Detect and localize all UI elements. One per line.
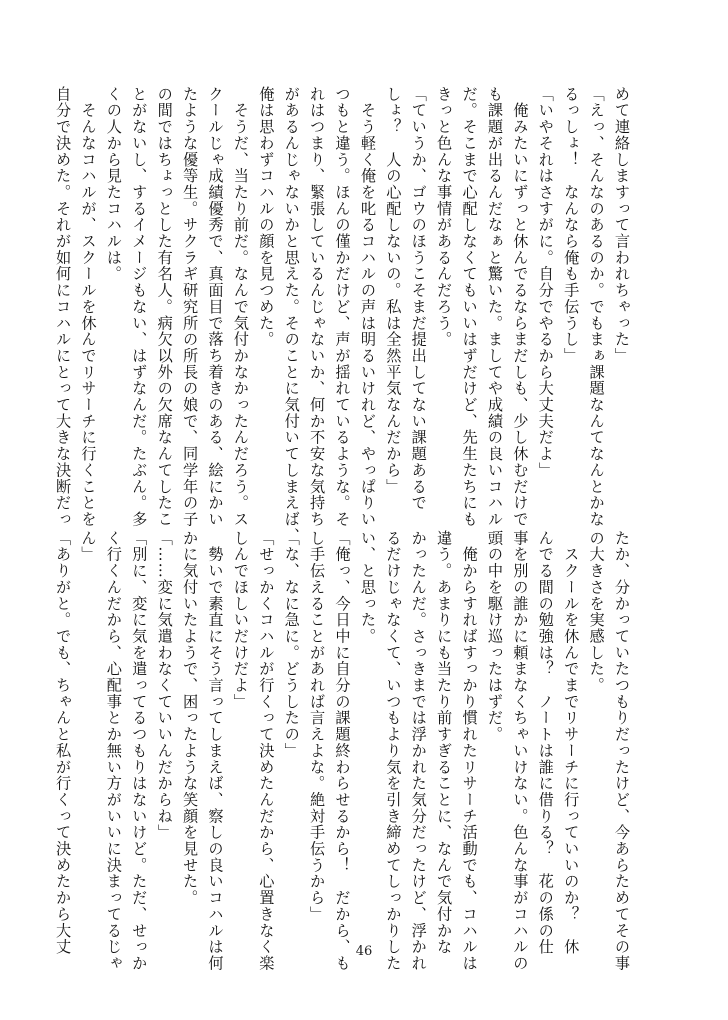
text-line: そう軽く俺を叱るコハルの声は明るいけれど、やっぱりい bbox=[358, 86, 377, 528]
text-line: くの人から見たコハルは。 bbox=[104, 86, 123, 283]
text-line: し手伝えることがあれば言えよな。絶対手伝うから」 bbox=[308, 530, 327, 923]
text-line: の間ではちょっとした有名人。病欠以外の欠席なんてしたこ bbox=[155, 86, 174, 528]
text-line: 「せっかくコハルが行くって決めたんだから、心置きなく楽 bbox=[257, 530, 276, 972]
text-line: るだけじゃなくて、いつもより気を引き締めてしっかりした bbox=[384, 530, 403, 972]
text-line: 違う。あまりにも当たり前すぎることに、なんで気付かな bbox=[435, 530, 454, 956]
text-line: 自分で決めた。それが如何にコハルにとって大きな決断だっ bbox=[54, 86, 73, 528]
text-line: 「俺っ、今日中に自分の課題終わらせるから！ だから、も bbox=[333, 530, 352, 972]
text-line: クールじゃ成績優秀で、真面目で落ち着きのある、絵にかい bbox=[206, 86, 225, 528]
text-line: しんでほしいだけだよ」 bbox=[231, 530, 250, 710]
text-line: かったんだ。さっきまでは浮かれた気分だったけど、浮かれ bbox=[409, 530, 428, 972]
text-line: そんなコハルが、スクールを休んでリサーチに行くことを bbox=[79, 86, 98, 528]
text-line: 俺は思わずコハルの顔を見つめた。 bbox=[257, 86, 276, 348]
text-line: んでる間の勉強は？ ノートは誰に借りる？ 花の係の仕 bbox=[536, 530, 555, 956]
text-line: があるんじゃないかと思えた。そのことに気付いてしまえば、 bbox=[282, 86, 301, 544]
text-line: 「別に、変に気を遣ってるつもりはないけど。ただ、せっか bbox=[130, 530, 149, 972]
text-line: 「な、なに急に。どうしたの」 bbox=[282, 530, 301, 759]
text-line: とがないし、するイメージもない、はずなんだ。たぶん。多 bbox=[130, 86, 149, 528]
text-line: かに気付いたようで、困ったような笑顔を見せた。 bbox=[181, 530, 200, 907]
text-line: スクールを休んでまでリサーチに行っていいのか？ 休 bbox=[562, 530, 581, 956]
text-line: も課題が出るんだなぁと驚いた。ましてや成績の良いコハル bbox=[485, 86, 504, 528]
text-line: 「……変に気遣わなくていいんだからね」 bbox=[155, 530, 174, 841]
text-line: 「ていうか、ゴウのほうこそまだ提出してない課題あるで bbox=[409, 86, 428, 512]
text-line: るっしょ！ なんなら俺も手伝うし」 bbox=[562, 86, 581, 364]
text-line: く行くんだから、心配事とか無い方がいいに決まってるじゃ bbox=[104, 530, 123, 972]
text-line: 俺みたいにずっと休んでるならまだしも、少し休むだけで bbox=[511, 86, 530, 528]
text-line: つもと違う。ほんの僅かだけど、声が揺れているような。そ bbox=[333, 86, 352, 528]
text-line: 「いやそれはさすがに。自分でやるから大丈夫だよ」 bbox=[536, 86, 555, 479]
text-line: ん」 bbox=[79, 530, 98, 563]
text-line: しょ？ 人の心配しないの。私は全然平気なんだから」 bbox=[384, 86, 403, 495]
text-line: 事を別の誰かに頼まなくちゃいけない。色んな事がコハルの bbox=[511, 530, 530, 972]
upper-text-block bbox=[50, 86, 634, 544]
page-number: 46 bbox=[355, 944, 373, 959]
text-line: めて連絡しますって言われちゃった」 bbox=[613, 86, 631, 364]
text-line: れはつまり、緊張しているんじゃないか、何か不安な気持ち bbox=[308, 86, 327, 528]
text-line: 「えっ、そんなのあるのか。でもまぁ課題なんてなんとかな bbox=[587, 86, 606, 528]
text-line: きっと色んな事情があるんだろう。 bbox=[435, 86, 454, 348]
text-line: たか、分かっていたつもりだったけど、今あらためてその事 bbox=[613, 530, 631, 972]
text-line: 勢いで素直にそう言ってしまえば、察しの良いコハルは何 bbox=[206, 530, 225, 972]
text-line: 俺からすればすっかり慣れたリサーチ活動でも、コハルは bbox=[460, 530, 479, 972]
text-line: の大きさを実感した。 bbox=[587, 530, 606, 694]
text-line: たような優等生。サクラギ研究所の所長の娘で、同学年の子 bbox=[181, 86, 200, 528]
text-line: 「ありがと。でも、ちゃんと私が行くって決めたから大丈 bbox=[54, 530, 73, 956]
text-line: 頭の中を駆け巡ったはずだ。 bbox=[485, 530, 504, 743]
text-line: だ。そこまで心配しなくてもいいはずだけど、先生たちにも bbox=[460, 86, 479, 528]
text-line: そうだ、当たり前だ。なんで気付かなかったんだろう。ス bbox=[231, 86, 250, 528]
text-line: い、と思った。 bbox=[358, 530, 377, 645]
